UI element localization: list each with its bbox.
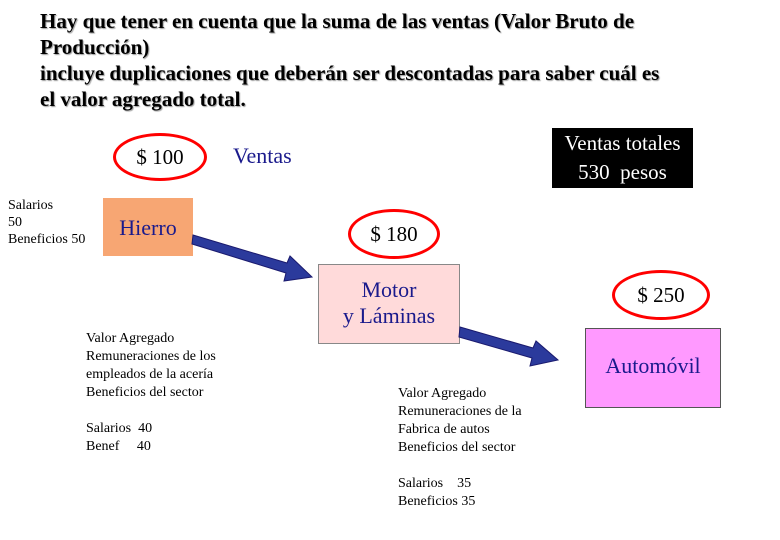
stage-2-line-2: y Láminas: [342, 303, 436, 328]
value-added-text-2: [398, 385, 522, 511]
va-1-line-2: Remuneraciones de los: [86, 349, 216, 364]
total-sales-box: [552, 128, 693, 188]
arrow-2-shape: [459, 327, 558, 366]
stage-1-label: Hierro: [119, 215, 177, 240]
title-line-4: el valor agregado total.: [40, 87, 246, 111]
arrow-right-icon: [190, 225, 320, 285]
title-line-3: incluye duplicaciones que deberán ser descontadas para saber cuál es: [40, 61, 660, 85]
price-3-label: $ 250: [637, 282, 685, 307]
va-1-line-3: empleados de la acería: [86, 367, 214, 382]
va-2-line-5: Salarios 35: [398, 476, 472, 491]
factors-1-line-1: Salarios: [8, 198, 54, 213]
slide-title: [40, 8, 770, 112]
total-sales-label: Ventas totales: [564, 131, 681, 155]
price-ellipse-2: [348, 209, 440, 259]
va-1-line-1: Valor Agregado: [86, 331, 175, 346]
sales-label: Ventas: [233, 143, 292, 168]
factors-1-line-3: Beneficios 50: [8, 232, 86, 247]
price-ellipse-1: [113, 133, 207, 181]
stage-box-motor: [318, 264, 460, 344]
va-1-line-4: Beneficios del sector: [86, 385, 204, 400]
stage-box-hierro: [103, 198, 193, 256]
arrow-1-shape: [192, 235, 312, 281]
va-2-line-3: Fabrica de autos: [398, 422, 490, 437]
title-line-1: Hay que tener en cuenta que la suma de las ventas (Valor Bruto de: [40, 9, 635, 33]
va-1-line-6: Benef 40: [86, 439, 151, 454]
va-2-line-1: Valor Agregado: [398, 386, 487, 401]
va-2-line-6: Beneficios 35: [398, 494, 476, 509]
factors-1-line-2: 50: [8, 215, 22, 230]
stage-3-label: Automóvil: [605, 353, 701, 378]
title-line-2: Producción): [40, 35, 150, 59]
value-added-text-1: [86, 330, 216, 456]
va-1-line-5: Salarios 40: [86, 421, 153, 436]
arrow-right-icon: [458, 322, 568, 372]
stage-2-line-1: Motor: [361, 277, 417, 302]
price-2-label: $ 180: [370, 221, 418, 246]
stage-box-automovil: [585, 328, 721, 408]
factors-stage-1: [8, 197, 85, 248]
price-ellipse-3: [612, 270, 710, 320]
va-2-line-4: Beneficios del sector: [398, 440, 516, 455]
va-2-line-2: Remuneraciones de la: [398, 404, 522, 419]
total-sales-value: 530 pesos: [578, 160, 667, 184]
price-1-label: $ 100: [136, 144, 184, 169]
